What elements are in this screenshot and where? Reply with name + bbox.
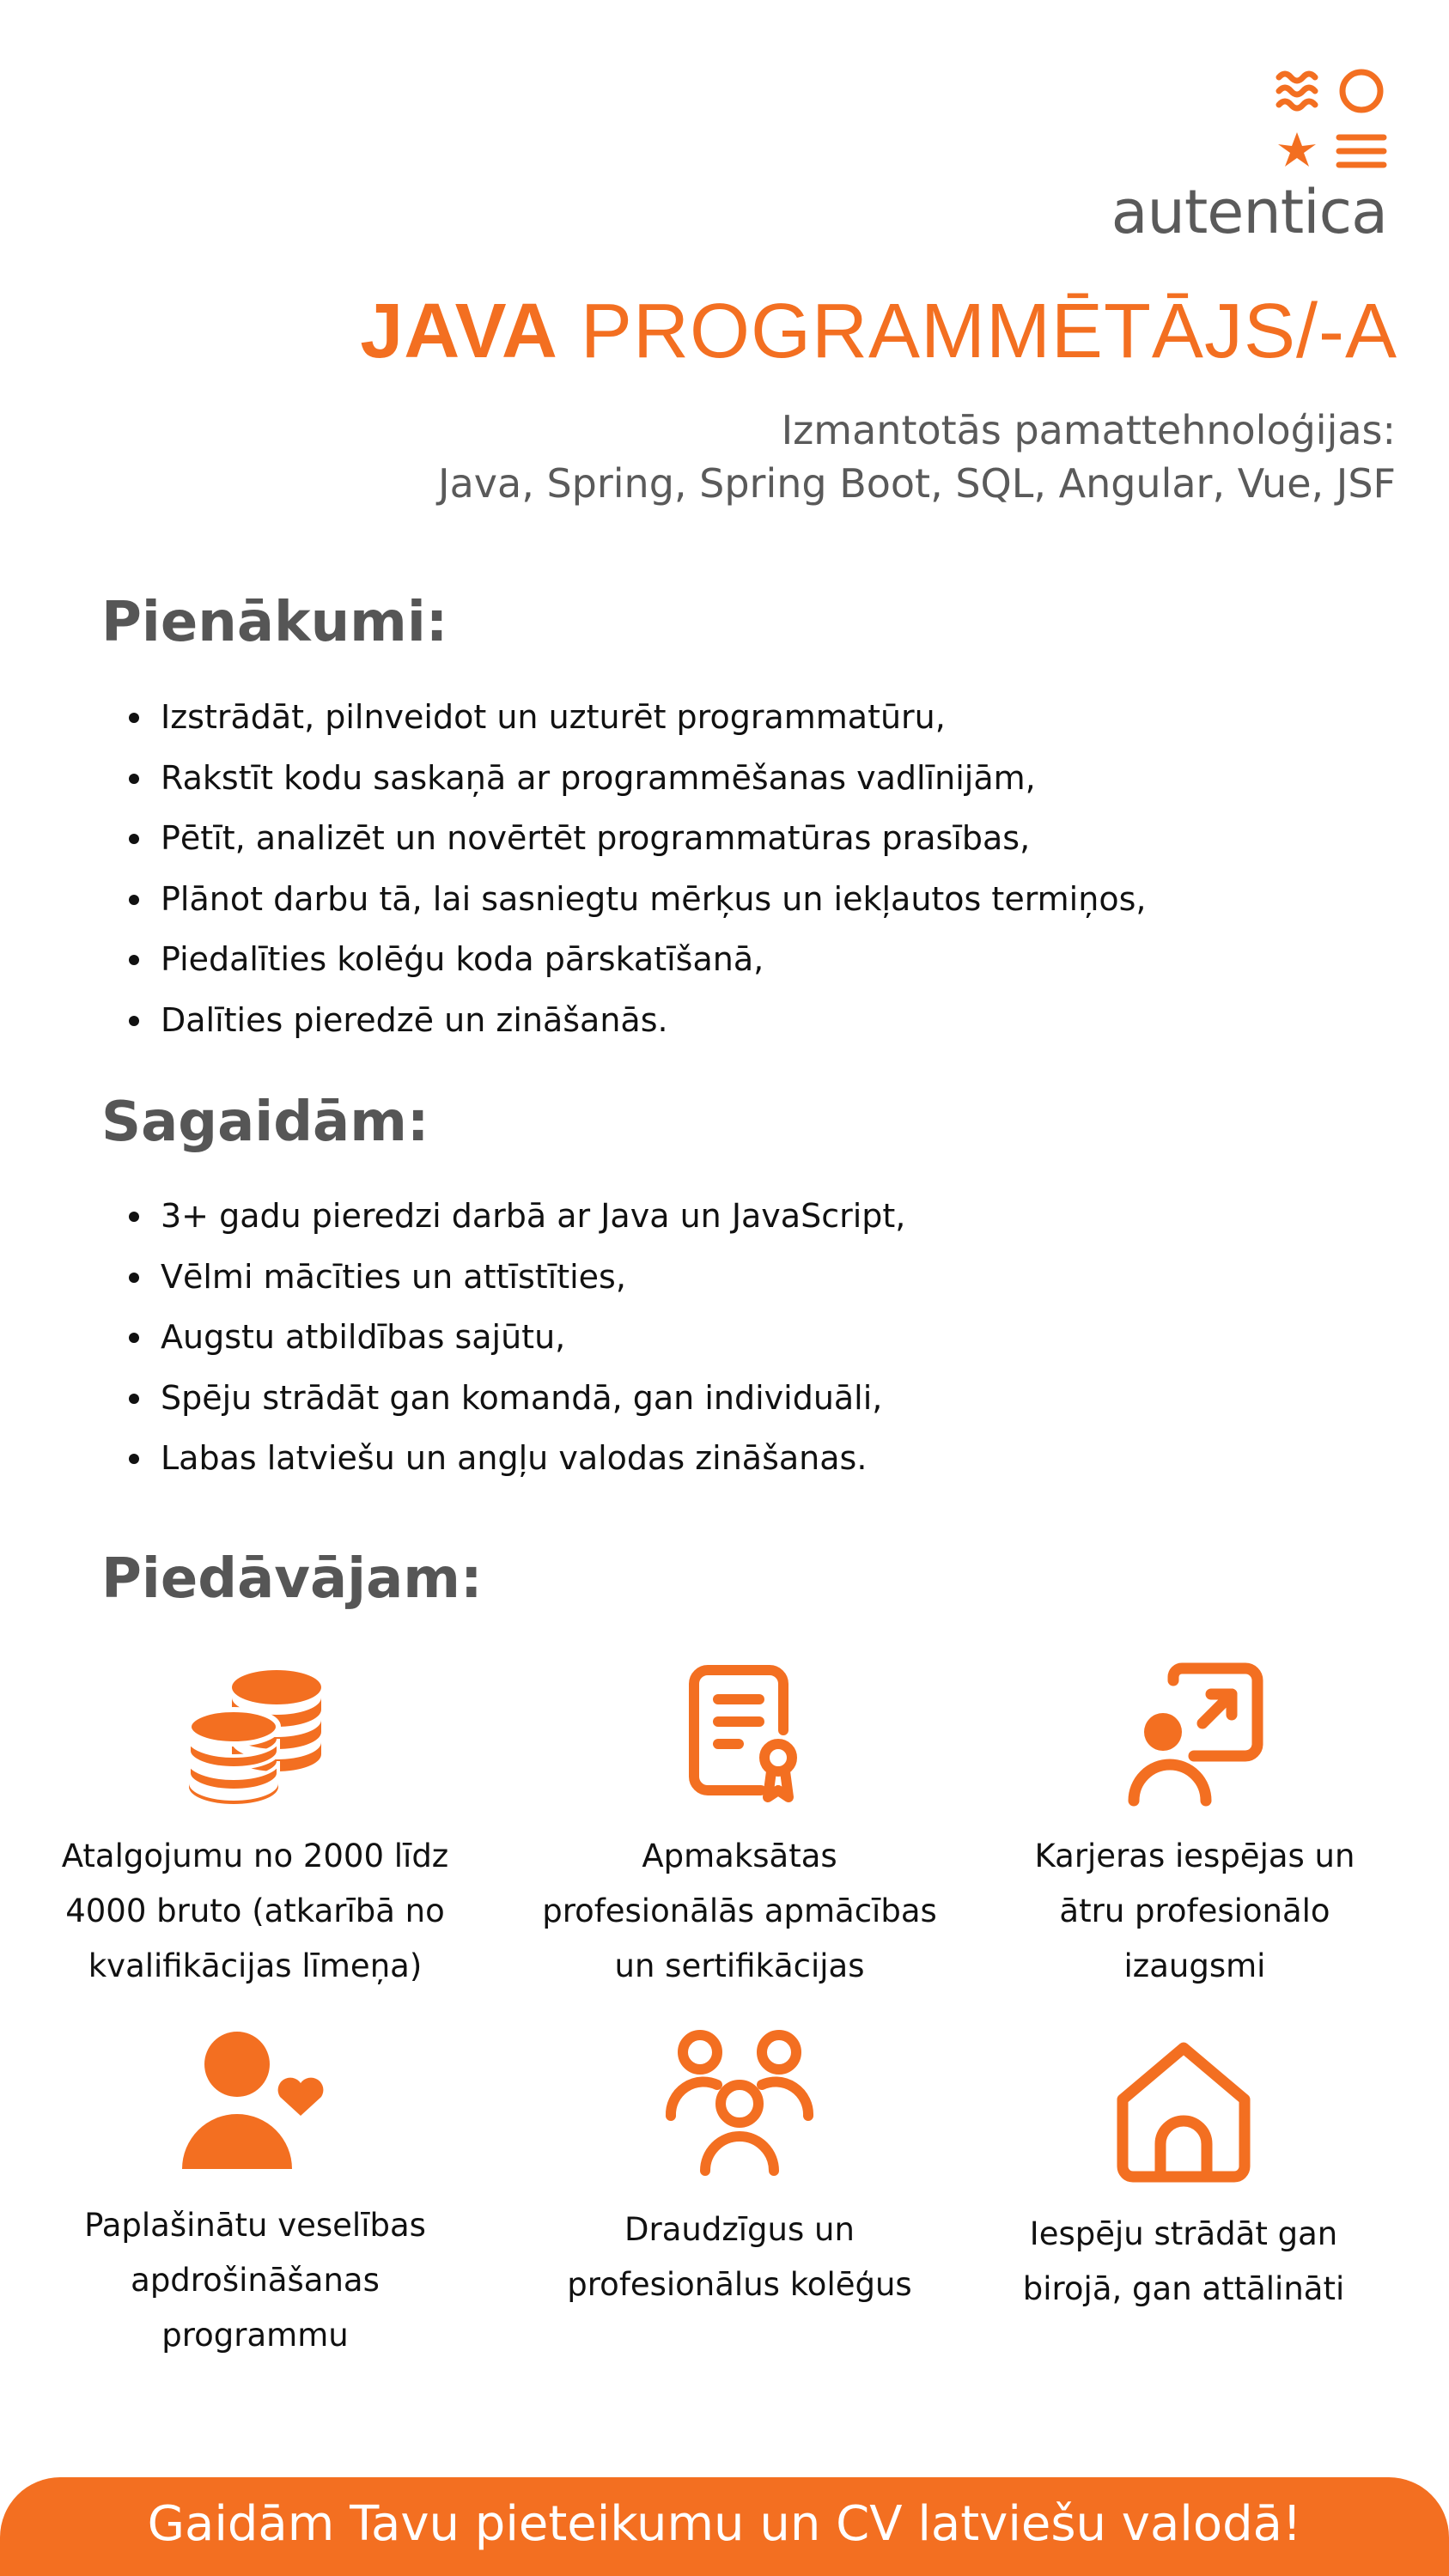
logo-wordmark: autentica [1111, 177, 1387, 247]
technologies-label: Izmantotās pamattehnoloģijas: [781, 407, 1396, 453]
benefit-text [982, 2207, 1385, 2317]
benefit-line: Iespēju strādāt gan [1029, 2215, 1338, 2252]
company-logo [1111, 67, 1387, 247]
benefit-text [53, 1829, 457, 1994]
expectations-heading: Sagaidām: [101, 1091, 429, 1154]
duties-list [101, 687, 1146, 1050]
technologies-block [438, 404, 1396, 510]
benefit-health [53, 2026, 457, 2363]
benefit-career [993, 1662, 1397, 1994]
list-item: Spēju strādāt gan komandā, gan individuāli, [101, 1368, 905, 1429]
list-item: Rakstīt kodu saskaņā ar programmēšanas vadlīnijām, [101, 748, 1146, 809]
benefit-line: profesionālus kolēģus [567, 2266, 912, 2303]
benefit-line: Draudzīgus un [624, 2211, 855, 2248]
benefit-line: Apmaksātas [642, 1838, 837, 1874]
benefit-line: apdrošināšanas [131, 2262, 380, 2299]
expectations-list [101, 1186, 905, 1489]
list-item: 3+ gadu pieredzi darbā ar Java un JavaScript, [101, 1186, 905, 1247]
benefit-line: un sertifikācijas [614, 1947, 865, 1984]
benefit-line: Paplašinātu veselības [84, 2207, 426, 2244]
list-item: Augstu atbildības sajūtu, [101, 1307, 905, 1368]
list-item: Dalīties pieredzē un zināšanās. [101, 990, 1146, 1051]
benefit-text [538, 2202, 941, 2312]
list-item: Piedalīties kolēģu koda pārskatīšanā, [101, 929, 1146, 990]
benefit-line: programmu [161, 2317, 349, 2354]
benefit-text [993, 1829, 1397, 1994]
list-item: Plānot darbu tā, lai sasniegtu mērķus un iekļautos termiņos, [101, 869, 1146, 930]
benefit-line: Atalgojumu no 2000 līdz [61, 1838, 449, 1874]
technologies-list: Java, Spring, Spring Boot, SQL, Angular, Vue, JSF [438, 460, 1396, 507]
list-item: Vēlmi mācīties un attīstīties, [101, 1247, 905, 1308]
coins-icon [182, 1662, 328, 1807]
benefit-line: kvalifikācijas līmeņa) [88, 1947, 423, 1984]
job-title-bold: JAVA [360, 289, 558, 374]
benefit-colleagues [538, 2026, 941, 2312]
benefit-line: profesionālās apmācības [542, 1893, 937, 1929]
home-icon [1111, 2039, 1257, 2185]
job-title [360, 288, 1397, 376]
list-item: Pētīt, analizēt un novērtēt programmatūras prasības, [101, 808, 1146, 869]
benefit-remote [982, 2039, 1385, 2317]
benefit-text [538, 1829, 941, 1994]
job-title-rest: PROGRAMMĒTĀJS/-A [557, 289, 1397, 374]
benefit-line: birojā, gan attālināti [1022, 2270, 1345, 2307]
list-item: Labas latviešu un angļu valodas zināšanas. [101, 1428, 905, 1489]
benefit-salary [53, 1662, 457, 1994]
health-care-icon [182, 2026, 328, 2172]
team-icon [662, 2026, 817, 2181]
certificate-icon [667, 1662, 813, 1807]
benefit-text [53, 2198, 457, 2363]
benefit-line: ātru profesionālo [1059, 1893, 1330, 1929]
benefit-line: Karjeras iespējas un [1034, 1838, 1355, 1874]
benefit-training [538, 1662, 941, 1994]
offer-heading: Piedāvājam: [101, 1547, 483, 1611]
call-to-action-banner: Gaidām Tavu pieteikumu un CV latviešu valodā! [0, 2477, 1449, 2576]
benefit-line: izaugsmi [1123, 1947, 1266, 1984]
career-growth-icon [1122, 1662, 1268, 1807]
benefit-line: 4000 bruto (atkarībā no [65, 1893, 445, 1929]
list-item: Izstrādāt, pilnveidot un uzturēt programmatūru, [101, 687, 1146, 748]
logo-mark-icon [1275, 67, 1387, 179]
duties-heading: Pienākumi: [101, 591, 448, 654]
